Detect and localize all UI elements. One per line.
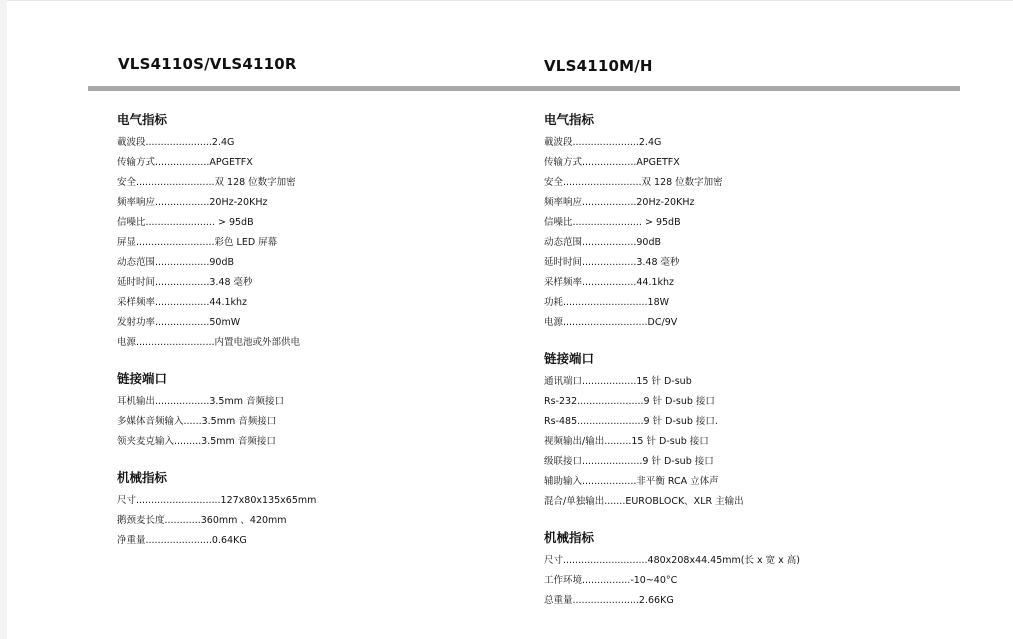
- spec-row: 电源..........................内置电池或外部供电: [117, 337, 301, 348]
- spec-row: 工作环境................-10~40°C: [544, 575, 678, 586]
- left-electrical-section: [117, 112, 316, 353]
- spec-row: 视频输出/输出.........15 针 D-sub 接口: [544, 436, 709, 447]
- spec-row: 领夹麦克输入.........3.5mm 音频接口: [117, 436, 276, 447]
- spec-row: 信噪比....................... > 95dB: [544, 217, 681, 228]
- section-gap: [544, 512, 800, 530]
- left-model-title: VLS4110S/VLS4110R: [118, 55, 297, 73]
- spec-row: 净重量......................0.64KG: [117, 535, 247, 546]
- right-model-title: VLS4110M/H: [544, 57, 653, 75]
- right-mechanical-section: [544, 530, 800, 611]
- header-divider: [88, 86, 960, 91]
- spec-row: 尺寸............................127x80x135x65mm: [117, 495, 317, 506]
- right-ports-section: [544, 351, 800, 512]
- spec-row: 动态范围..................90dB: [544, 237, 661, 248]
- left-spec-column: [117, 112, 316, 551]
- spec-row: Rs-485......................9 针 D-sub 接口.: [544, 416, 718, 427]
- section-gap: [117, 452, 316, 470]
- section-title: 链接端口: [117, 371, 168, 386]
- spec-row: 尺寸............................480x208x44.45mm(长 x 宽 x 高): [544, 555, 801, 566]
- spec-row: 动态范围..................90dB: [117, 257, 234, 268]
- spec-row: 安全..........................双 128 位数字加密: [117, 177, 296, 188]
- spec-row: 通讯端口..................15 针 D-sub: [544, 376, 692, 387]
- left-ports-section: [117, 371, 316, 452]
- spec-row: 安全..........................双 128 位数字加密: [544, 177, 723, 188]
- spec-row: 传输方式..................APGETFX: [117, 157, 253, 168]
- spec-row: 采样频率..................44.1khz: [544, 277, 675, 288]
- spec-row: 混合/单独输出.......EUROBLOCK、XLR 主输出: [544, 496, 744, 507]
- spec-row: 載波段......................2.4G: [117, 137, 235, 148]
- section-title: 机械指标: [544, 530, 595, 545]
- section-title: 电气指标: [117, 112, 168, 127]
- spec-row: 频率响应..................20Hz-20KHz: [117, 197, 268, 208]
- top-border: [0, 0, 1013, 1]
- spec-row: 总重量......................2.66KG: [544, 595, 674, 606]
- section-gap: [544, 333, 800, 351]
- left-mechanical-section: [117, 470, 316, 551]
- spec-row: 发射功率..................50mW: [117, 317, 241, 328]
- left-edge: [0, 0, 7, 639]
- spec-row: 載波段......................2.4G: [544, 137, 662, 148]
- section-title: 链接端口: [544, 351, 595, 366]
- spec-row: 多媒体音频输入......3.5mm 音频接口: [117, 416, 277, 427]
- spec-row: 延时时间..................3.48 毫秒: [544, 257, 680, 268]
- right-electrical-section: [544, 112, 800, 333]
- spec-row: 电源............................DC/9V: [544, 317, 678, 328]
- spec-row: 延时时间..................3.48 毫秒: [117, 277, 253, 288]
- spec-row: 功耗............................18W: [544, 297, 670, 308]
- spec-row: 频率响应..................20Hz-20KHz: [544, 197, 695, 208]
- spec-row: 辅助输入..................非平衡 RCA 立体声: [544, 476, 719, 487]
- spec-row: 信噪比....................... > 95dB: [117, 217, 254, 228]
- spec-row: 鹅颈麦长度............360mm 、420mm: [117, 515, 287, 526]
- right-spec-column: [544, 112, 800, 611]
- spec-row: Rs-232......................9 针 D-sub 接口: [544, 396, 715, 407]
- spec-row: 耳机输出..................3.5mm 音频接口: [117, 396, 284, 407]
- section-gap: [117, 353, 316, 371]
- spec-row: 采样频率..................44.1khz: [117, 297, 248, 308]
- spec-row: 传输方式..................APGETFX: [544, 157, 680, 168]
- spec-row: 级联接口....................9 针 D-sub 接口: [544, 456, 714, 467]
- section-title: 电气指标: [544, 112, 595, 127]
- spec-row: 屏显..........................彩色 LED 屏幕: [117, 237, 278, 248]
- section-title: 机械指标: [117, 470, 168, 485]
